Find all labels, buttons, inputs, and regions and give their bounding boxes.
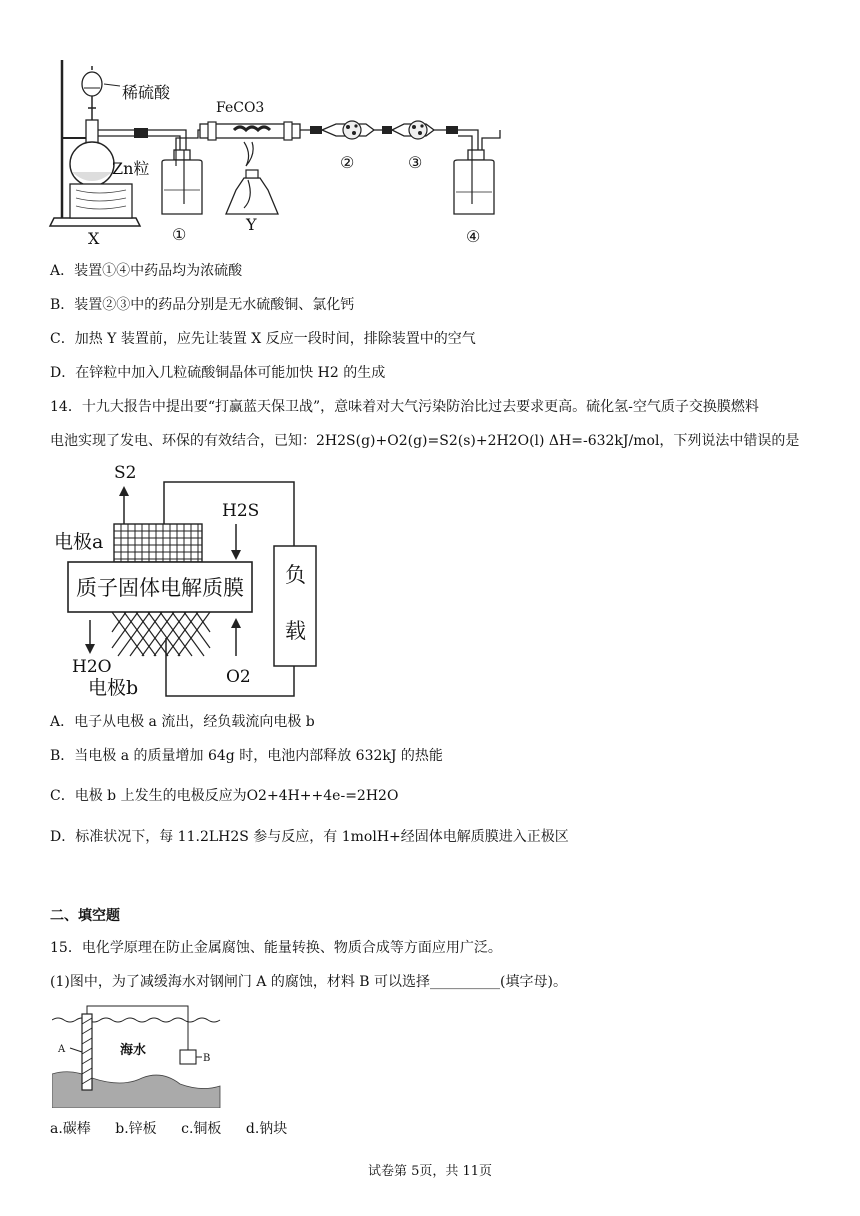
label-apparatus-x: X: [88, 229, 100, 248]
label-zn-granules: Zn粒: [112, 159, 150, 178]
q14-option-d: D．标准状况下，每 11.2LH2S 参与反应，有 1molH+经固体电解质膜进入正极区: [50, 829, 569, 845]
q14-stem-line-2: 电池实现了发电、环保的有效结合，已知：2H2S(g)+O2(g)=S2(s)+2H2O(l) ΔH=-632kJ/mol，下列说法中错误的是: [50, 433, 800, 449]
label-seawater: 海水: [120, 1043, 147, 1058]
label-circle-1: ①: [172, 225, 187, 244]
page-footer: 试卷第 5页，共 11页: [367, 1164, 493, 1179]
q15-choice-c: c.铜板: [181, 1121, 222, 1137]
q15-stem: 15．电化学原理在防止金属腐蚀、能量转换、物质合成等方面应用广泛。: [50, 940, 502, 956]
q15-choice-list: [50, 1119, 287, 1139]
q13-option-d: D．在锌粒中加入几粒硫酸铜晶体可能加快 H2 的生成: [50, 365, 386, 381]
label-proton-membrane: 质子固体电解质膜: [76, 576, 244, 600]
label-dilute-sulfuric-acid: 稀硫酸: [122, 83, 171, 102]
label-h2o: H2O: [72, 657, 112, 677]
label-load-2: 载: [285, 619, 306, 643]
label-apparatus-y: Y: [246, 215, 257, 234]
section-title: 二、填空题: [50, 908, 120, 924]
q14-stem-line-1: 14．十九大报告中提出要“打赢蓝天保卫战”，意味着对大气污染防治比过去要求更高。硫化氢-空气质子交换膜燃料: [50, 399, 759, 415]
q15-choice-a: a.碳棒: [50, 1121, 91, 1137]
label-material-b: B: [203, 1053, 211, 1064]
q14-option-b: B．当电极 a 的质量增加 64g 时，电池内部释放 632kJ 的热能: [50, 748, 443, 764]
label-circle-2: ②: [340, 153, 355, 172]
label-s2: S2: [114, 463, 137, 483]
q15-choice-b: b.锌板: [115, 1121, 157, 1137]
label-gate-a: A: [58, 1044, 66, 1055]
q15-choice-d: d.钠块: [245, 1121, 288, 1137]
label-load-1: 负: [285, 563, 306, 587]
label-o2: O2: [226, 667, 251, 687]
label-circle-4: ④: [466, 227, 481, 246]
q13-option-c: C．加热 Y 装置前，应先让装置 X 反应一段时间，排除装置中的空气: [50, 331, 476, 347]
q15-sea-gate-figure: [52, 1004, 224, 1108]
q15-sub-question-1: (1)图中，为了减缓海水对钢闸门 A 的腐蚀，材料 B 可以选择__________(填字母)。: [50, 974, 567, 990]
q13-apparatus-figure: [48, 58, 508, 248]
label-circle-3: ③: [408, 153, 423, 172]
q14-fuel-cell-figure: [52, 460, 332, 700]
label-h2s: H2S: [222, 501, 260, 521]
q14-option-a: A．电子从电极 a 流出，经负载流向电极 b: [50, 714, 315, 730]
label-feco3: FeCO3: [216, 100, 265, 116]
label-electrode-a: 电极a: [54, 531, 104, 553]
label-electrode-b: 电极b: [88, 677, 139, 699]
q13-option-b: B．装置②③中的药品分别是无水硫酸铜、氯化钙: [50, 297, 355, 313]
q13-option-a: A．装置①④中药品均为浓硫酸: [50, 263, 243, 279]
q14-option-c: C．电极 b 上发生的电极反应为O2+4H++4e-=2H2O: [50, 788, 399, 804]
